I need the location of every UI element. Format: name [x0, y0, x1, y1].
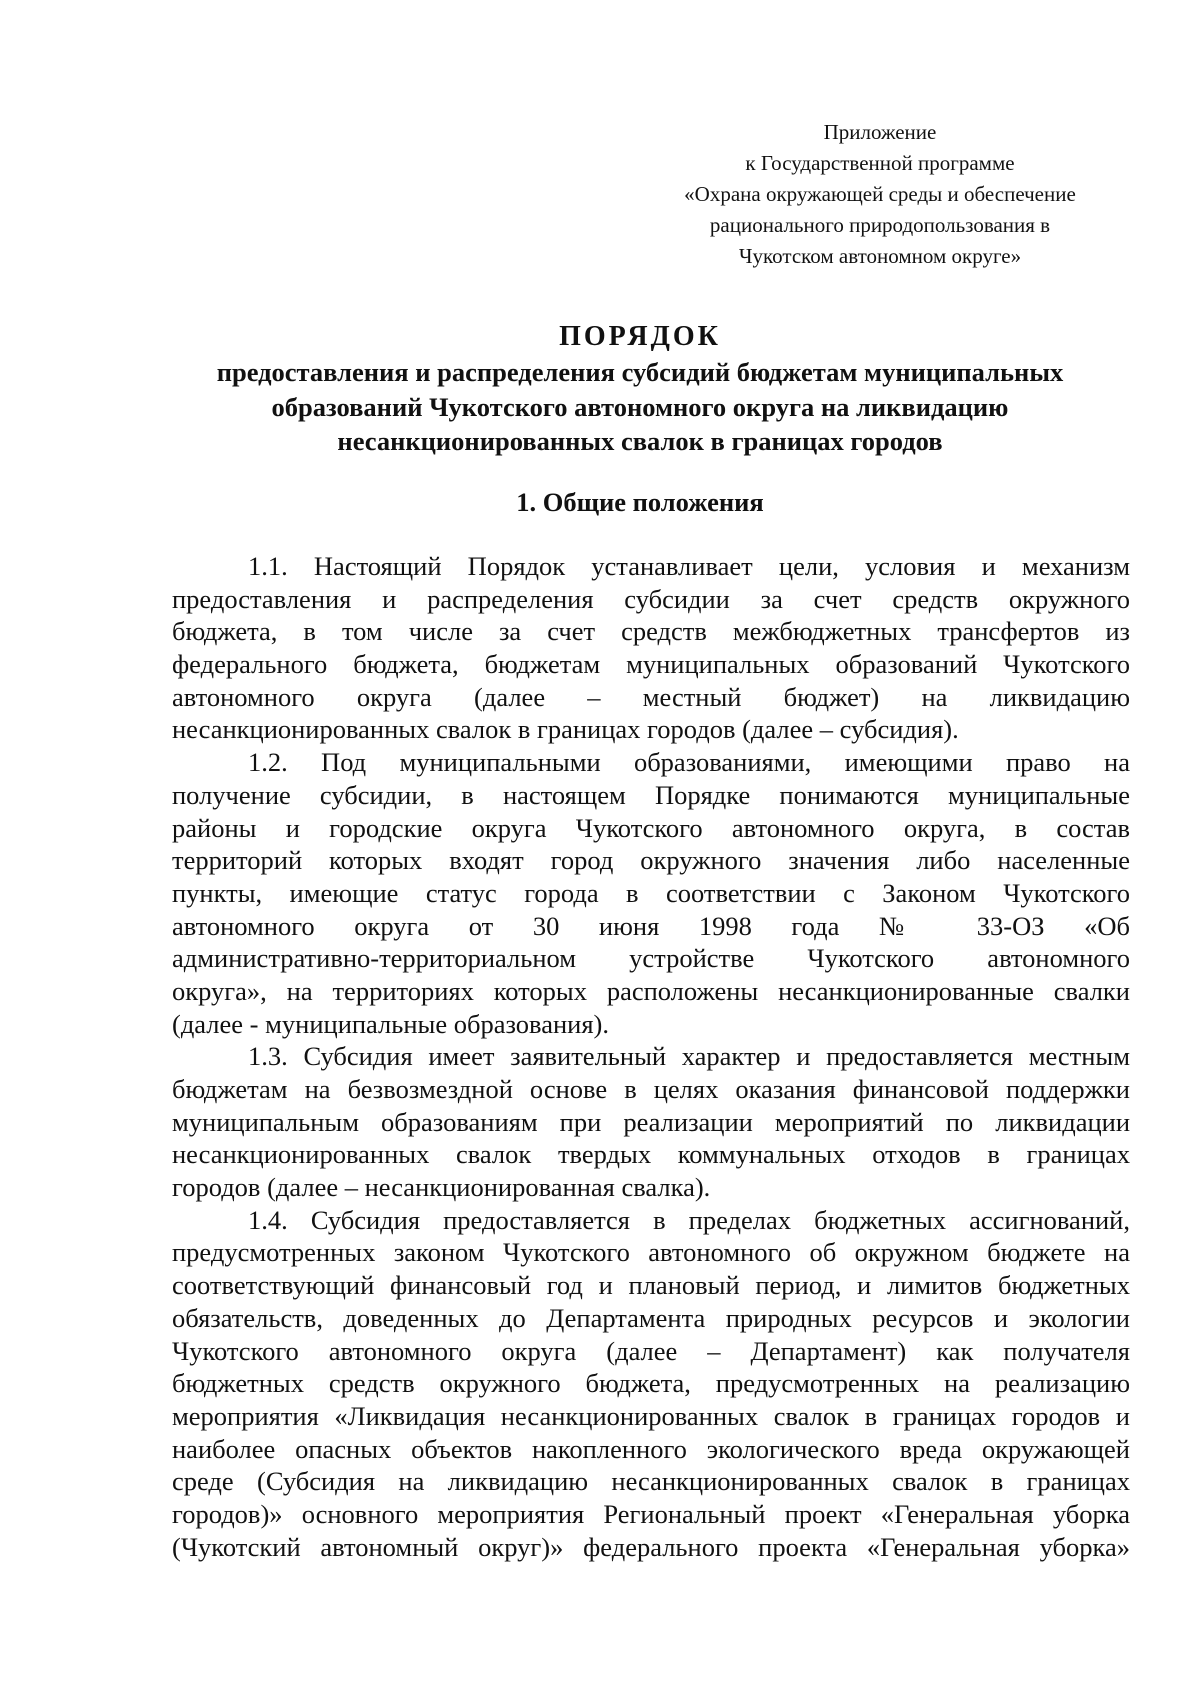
- paragraph-line: районы и городские округа Чукотского автономного округа, в состав: [172, 812, 1130, 843]
- document-title-block: [160, 319, 1120, 459]
- paragraph-line: 1.3. Субсидия имеет заявительный характер и предоставляется местным: [248, 1041, 1130, 1072]
- paragraph-line: автономного округа (далее – местный бюджет) на ликвидацию: [172, 681, 1130, 712]
- paragraph-line: несанкционированных свалок твердых коммунальных отходов в границах: [172, 1139, 1130, 1170]
- paragraph-line: (далее - муниципальные образования).: [172, 1008, 609, 1039]
- paragraph-line: мероприятия «Ликвидация несанкционированных свалок в границах городов и: [172, 1400, 1130, 1431]
- paragraph-line: бюджетных средств окружного бюджета, предусмотренных на реализацию: [172, 1368, 1130, 1399]
- paragraph-line: среде (Субсидия на ликвидацию несанкционированных свалок в границах: [172, 1466, 1130, 1497]
- appendix-line: рационального природопользования в: [709, 213, 1051, 237]
- paragraph-line: бюджета, в том числе за счет средств межбюджетных трансфертов из: [172, 616, 1130, 647]
- paragraph-line: федерального бюджета, бюджетам муниципальных образований Чукотского: [172, 649, 1130, 680]
- paragraph-line: 1.1. Настоящий Порядок устанавливает цели, условия и механизм: [248, 551, 1130, 581]
- paragraph-line: муниципальным образованиям при реализации мероприятий по ликвидации: [172, 1106, 1130, 1137]
- paragraph-line: предусмотренных законом Чукотского автономного об окружном бюджете на: [172, 1237, 1130, 1268]
- paragraph-line: административно-территориальном устройстве Чукотского автономного: [172, 943, 1130, 974]
- paragraph-line: городов)» основного мероприятия Региональный проект «Генеральная уборка: [172, 1498, 1130, 1529]
- paragraph-line: наиболее опасных объектов накопленного экологического вреда окружающей: [172, 1433, 1130, 1464]
- paragraph-line: обязательств, доведенных до Департамента природных ресурсов и экологии: [172, 1302, 1130, 1333]
- paragraph-line: Чукотского автономного округа (далее – Департамент) как получателя: [172, 1335, 1130, 1366]
- appendix-line: Приложение: [823, 120, 937, 144]
- paragraph-line: соответствующий финансовый год и плановый период, и лимитов бюджетных: [172, 1270, 1130, 1301]
- paragraph-line: получение субсидии, в настоящем Порядке понимаются муниципальные: [172, 779, 1130, 810]
- section-heading: 1. Общие положения: [516, 487, 764, 517]
- paragraph-line: пункты, имеющие статус города в соответствии с Законом Чукотского: [172, 877, 1130, 908]
- appendix-block: [630, 117, 1130, 272]
- subtitle-line: несанкционированных свалок в границах городов: [337, 426, 943, 456]
- appendix-line: Чукотском автономном округе»: [738, 244, 1022, 268]
- paragraph-line: (Чукотский автономный округ)» федерального проекта «Генеральная уборка»: [172, 1531, 1130, 1562]
- paragraph-line: бюджетам на безвозмездной основе в целях оказания финансовой поддержки: [172, 1074, 1130, 1104]
- paragraph-line: округа», на территориях которых расположены несанкционированные свалки: [172, 975, 1130, 1006]
- paragraph-line: предоставления и распределения субсидии за счет средств окружного: [172, 583, 1130, 614]
- document-title: ПОРЯДОК: [559, 321, 721, 352]
- appendix-line: к Государственной программе: [745, 151, 1015, 175]
- document-subtitle: [160, 355, 1120, 459]
- paragraph-line: несанкционированных свалок в границах городов (далее – субсидия).: [172, 714, 959, 745]
- body-text: [172, 550, 1130, 1563]
- paragraph-line: территорий которых входят город окружного значения либо населенные: [172, 845, 1130, 876]
- paragraph-line: городов (далее – несанкционированная свалка).: [172, 1172, 711, 1203]
- subtitle-line: предоставления и распределения субсидий бюджетам муниципальных: [216, 357, 1064, 387]
- paragraph-line: 1.4. Субсидия предоставляется в пределах бюджетных ассигнований,: [248, 1204, 1130, 1235]
- appendix-line: «Охрана окружающей среды и обеспечение: [684, 182, 1076, 206]
- subtitle-line: образований Чукотского автономного округа на ликвидацию: [271, 391, 1009, 422]
- paragraph-line: 1.2. Под муниципальными образованиями, имеющими право на: [248, 747, 1130, 778]
- paragraph-line: автономного округа от 30 июня 1998 года № 33-ОЗ «Об: [172, 910, 1130, 941]
